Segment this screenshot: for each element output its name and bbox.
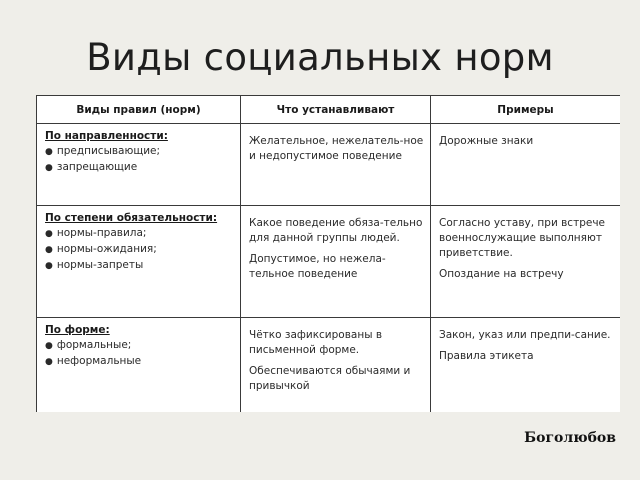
category-label: По форме: [45,324,110,336]
types-cell [37,318,241,413]
cell-text: Дорожные знаки [439,135,534,147]
bullet-icon: ● [45,245,53,255]
page-title: Виды социальных норм [86,36,554,79]
what-cell [241,124,431,206]
bullet-icon: ● [45,229,53,239]
column-header-types: Виды правил (норм) [37,96,241,124]
examples-cell [431,124,621,206]
cell-text: Правила этикета [439,350,534,362]
norms-table-container [36,95,620,412]
examples-cell [431,206,621,318]
list-item: ● запрещающие [45,161,138,173]
cell-text: Чётко зафиксированы в письменной форме. [249,329,383,356]
bullet-icon: ● [45,261,53,271]
table-row [37,206,621,318]
types-cell [37,124,241,206]
list-item: ● предписывающие; [45,145,161,157]
cell-text: Согласно уставу, при встрече военнослужащие выполняют приветствие. [439,217,605,259]
cell-text: Желательное, нежелатель-ное и недопустимое поведение [249,135,424,162]
examples-cell [431,318,621,413]
list-item: ● формальные; [45,339,132,351]
types-cell [37,206,241,318]
cell-text: Какое поведение обяза-тельно для данной группы людей. [249,217,423,244]
table-row [37,124,621,206]
cell-text: Опоздание на встречу [439,268,564,280]
list-item: ● нормы-правила; [45,227,147,239]
bullet-icon: ● [45,147,53,157]
category-label: По направленности: [45,130,168,142]
category-label: По степени обязательности: [45,212,218,224]
what-cell [241,206,431,318]
list-item: ● неформальные [45,355,142,367]
cell-text: Закон, указ или предпи-сание. [439,329,611,341]
table-header-row [37,96,621,124]
cell-text: Допустимое, но нежела-тельное поведение [249,253,386,280]
list-item: ● нормы-запреты [45,259,144,271]
column-header-what: Что устанавливают [241,96,431,124]
author-name: Боголюбов [524,430,616,446]
column-header-examples: Примеры [431,96,621,124]
cell-text: Обеспечиваются обычаями и привычкой [249,365,411,392]
table-row [37,318,621,413]
list-item: ● нормы-ожидания; [45,243,157,255]
bullet-icon: ● [45,163,53,173]
norms-table [36,95,620,412]
bullet-icon: ● [45,341,53,351]
what-cell [241,318,431,413]
bullet-icon: ● [45,357,53,367]
